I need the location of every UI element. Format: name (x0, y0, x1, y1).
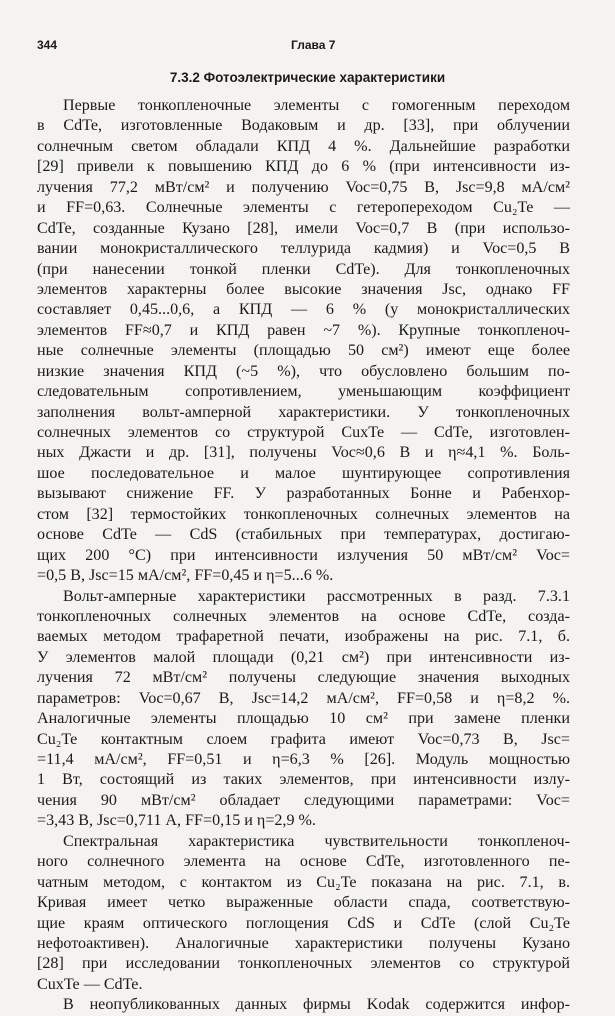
text-line: элементов характерны более высокие значения Jsc, однако FF (37, 280, 570, 298)
text-line: У элементов малой площади (0,21 см²) при интенсивности из- (37, 648, 570, 666)
text-line: параметров: Voc=0,67 В, Jsc=14,2 мА/см², FF=0,58 и η=8,2 %. (37, 689, 570, 707)
text-line: Первые тонкопленочные элементы с гомогенным переходом (63, 97, 570, 114)
text-line: следовательным сопротивлением, уменьшающим коэффициент (37, 383, 570, 401)
text-line: в CdTe, изготовленные Водаковым и др. [33], при облучении (37, 117, 570, 135)
text-line: чатным методом, с контактом из Cu₂Te показана на рис. 7.1, в. (37, 873, 570, 891)
section-title: 7.3.2 Фотоэлектрические характеристики (169, 70, 446, 85)
text-line: и FF=0,63. Солнечные элементы с гетеропереходом Cu₂Te — (37, 199, 570, 217)
text-line: Cu₂Te контактным слоем графита имеют Voc=0,73 В, Jsc= (37, 730, 570, 748)
text-line: [29] привели к повышению КПД до 6 % (при интенсивности из- (37, 158, 570, 176)
text-line: вании монокристаллического теллурида кадмия) и Voc=0,5 В (37, 240, 570, 258)
text-line: ваемых методом трафаретной печати, изображены на рис. 7.1, б. (37, 628, 570, 646)
text-line: Кривая имеет четко выраженные области спада, соответствую- (37, 894, 570, 912)
text-line: заполнения вольт-амперной характеристики. У тонкопленочных (37, 403, 570, 421)
text-line: тонкопленочных солнечных элементов на основе CdTe, созда- (37, 607, 570, 625)
chapter-label: Глава 7 (291, 38, 336, 52)
text-line: щих 200 °C) при интенсивности излучения 50 мВт/см² Voc= (37, 546, 570, 564)
text-line: 1 Вт, состоящий из таких элементов, при интенсивности излу- (37, 771, 570, 789)
text-line: основе CdTe — CdS (стабильных при температурах, достигаю- (37, 526, 570, 544)
text-line: Аналогичные элементы площадью 10 см² при замене пленки (37, 710, 570, 728)
text-line: солнечных элементов со структурой CuxTe — CdTe, изготовлен- (37, 424, 570, 441)
text-line: =3,43 В, Jsc=0,711 А, FF=0,15 и η=2,9 %. (37, 812, 316, 830)
page-number: 344 (37, 38, 58, 52)
text-line: элементов FF≈0,7 и КПД равен ~7 %). Крупные тонкопленоч- (37, 321, 570, 339)
body-text (37, 96, 570, 1016)
text-line: В неопубликованных данных фирмы Kodak содержится инфор- (63, 996, 570, 1014)
running-header (37, 38, 575, 54)
text-line: солнечным светом обладали КПД 4 %. Дальнейшие разработки (37, 137, 570, 155)
text-line: Вольт-амперные характеристики рассмотренных в разд. 7.3.1 (63, 587, 570, 605)
text-line: шое последовательное и малое шунтирующее сопротивления (37, 464, 570, 482)
text-line: низкие значения КПД (~5 %), что обусловлено большим по- (37, 362, 570, 380)
text-line: вызывают снижение FF. У разработанных Бонне и Рабенхор- (37, 485, 570, 503)
text-line: составляет 0,45...0,6, а КПД — 6 % (у монокристаллических (37, 301, 570, 319)
text-line: чения 90 мВт/см² обладает следующими параметрами: Voc= (37, 791, 570, 809)
text-line: =0,5 В, Jsc=15 мА/см², FF=0,45 и η=5...6 %. (37, 567, 334, 585)
text-line: стом [32] термостойких тонкопленочных солнечных элементов на (37, 505, 570, 523)
paragraph (37, 587, 570, 832)
text-line: [28] при исследовании тонкопленочных элементов со структурой (37, 955, 570, 973)
paragraph (37, 995, 570, 1015)
text-line: =11,4 мА/см², FF=0,51 и η=6,3 % [26]. Модуль мощностью (37, 751, 570, 768)
text-line: ные солнечные элементы (площадью 50 см²) имеют еще более (37, 342, 570, 360)
text-line: лучения 72 мВт/см² получены следующие значения выходных (37, 669, 570, 687)
text-line: лучения 77,2 мВт/см² и получению Voc=0,75 В, Jsc=9,8 мА/см² (37, 178, 570, 196)
paragraph (37, 832, 570, 996)
text-line: ного солнечного элемента на основе CdTe, изготовленного пе- (37, 853, 570, 871)
paragraph (37, 96, 570, 587)
text-line: ных Джасти и др. [31], получены Voc≈0,6 В и η≈4,1 %. Боль- (37, 444, 570, 462)
text-line: щие краям оптического поглощения CdS и CdTe (слой Cu₂Te (37, 914, 570, 932)
text-line: (при нанесении тонкой пленки CdTe). Для тонкопленочных (37, 260, 570, 278)
text-line: CuxTe — CdTe. (37, 975, 143, 993)
text-line: CdTe, созданные Кузано [28], имели Voc=0,7 В (при использо- (37, 219, 570, 237)
text-line: Спектральная характеристика чувствительности тонкопленоч- (63, 832, 570, 850)
text-line: нефотоактивен). Аналогичные характеристики получены Кузано (37, 934, 570, 952)
